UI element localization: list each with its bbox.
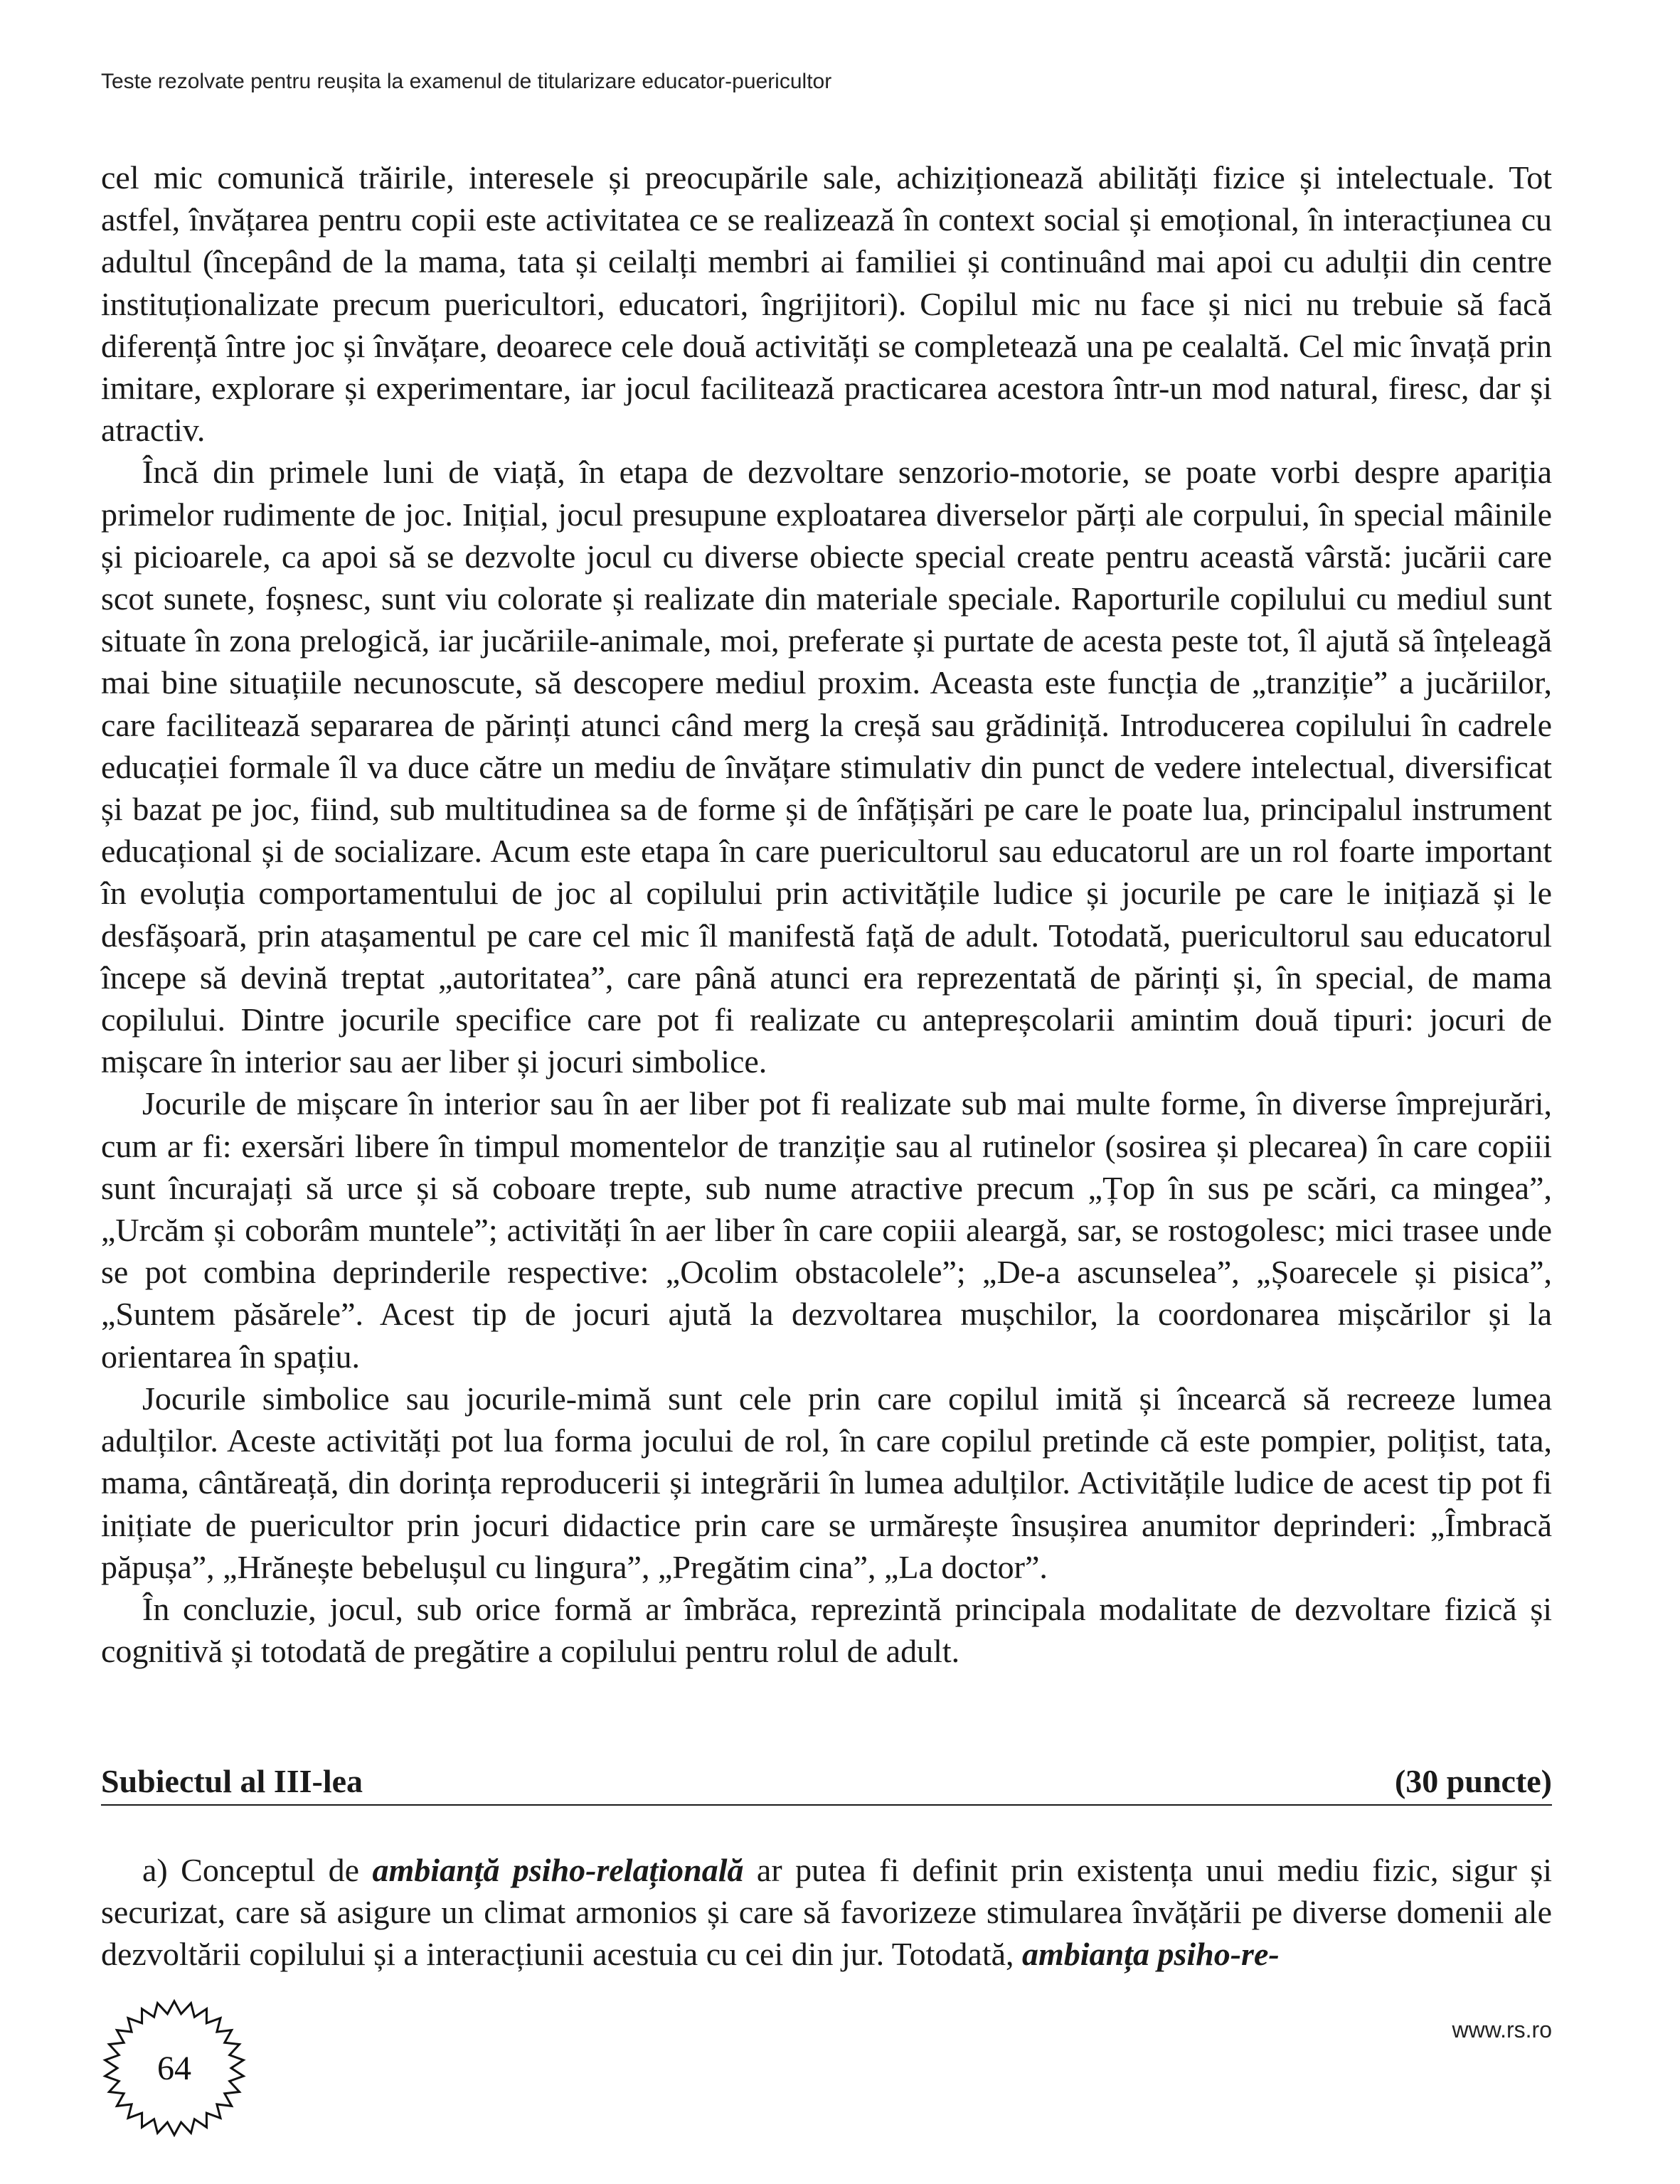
paragraph: În concluzie, jocul, sub orice formă ar îmbrăca, reprezintă principala modalitate de dezvoltare fizică și cognitivă și totodată de pregătire a copilului pentru rolul de adult. [101,1590,1552,1670]
section-heading [101,1762,1552,1806]
section-title: Subiectul al III-lea [101,1763,363,1799]
paragraph: Jocurile de mișcare în interior sau în aer liber pot fi realizate sub mai multe forme, în diverse împrejurări, cum ar fi: exersări libere în timpul momentelor de tranziție sau al rutinelor (sosirea și plecarea) în care copiii sunt încurajați să urce și să coboare trepte, sub nume atractive precum „Țop în sus pe scări, ca mingea”, „Urcăm și coborâm muntele”; activități în aer liber în care copiii aleargă, sar, se rostogolesc; mici trasee unde se pot combina deprinderile respective: „Ocolim obstacolele”; „De-a ascunselea”, „Șoarecele și pisica”, „Suntem păsărele”. Acest tip de jocuri ajută la dezvoltarea mușchilor, la coordonarea mișcărilor și la orientarea în spațiu. [101,1085,1552,1375]
running-header: Teste rezolvate pentru reușita la examenul de titularizare educator-puericultor [101,70,832,93]
emphasized-term: ambianța psiho-re- [1022,1936,1280,1973]
paragraph-lead: a) Conceptul de [142,1852,373,1888]
page-number: 64 [157,2049,191,2087]
footer-url: www.rs.ro [1452,2017,1552,2042]
paragraph [101,1849,1552,1976]
section-points: (30 puncte) [1394,1763,1552,1799]
paragraph: Jocurile simbolice sau jocurile-mimă sunt cele prin care copilul imită și încearcă să recreeze lumea adulților. Aceste activități pot lua forma jocului de rol, în care copilul pretinde că este pompier, polițist, tata, mama, cântăreață, din dorința reproducerii și integrării în lumea adulților. Activitățile ludice de acest tip pot fi inițiate de puericultor prin jocuri didactice prin care se urmărește însușirea anumitor deprinderi: „Îmbracă păpușa”, „Hrănește bebelușul cu lingura”, „Pregătim cina”, „La doctor”. [101,1380,1552,1585]
section-body [101,1849,1552,1976]
emphasized-term: ambianță psiho-relațională [372,1852,744,1888]
body-text [101,156,1552,1672]
paragraph: Încă din primele luni de viață, în etapa de dezvoltare senzorio-motorie, se poate vorbi despre apariția primelor rudimente de joc. Inițial, jocul presupune exploatarea diverselor părți ale corpului, în special mâinile și picioarele, ca apoi să se dezvolte jocul cu diverse obiecte special create pentru această vârstă: jucării care scot sunete, foșnesc, sunt viu colorate și realizate din materiale speciale. Raporturile copilului cu mediul sunt situate în zona prelogică, iar jucăriile-animale, moi, preferate și purtate de acesta peste tot, îl ajută să înțeleagă mai bine situațiile necunoscute, să descopere mediul proxim. Aceasta este funcția de „tranziție” a jucăriilor, care facilitează separarea de părinți atunci când merg la creșă sau grădiniță. Introducerea copilului în cadrele educației formale îl va duce către un mediu de învățare stimulativ din punct de vedere intelectual, diversificat și bazat pe joc, fiind, sub multitudinea sa de forme și de înfățișări pe care le poate lua, principalul instrument educațional și de socializare. Acum este etapa în care puericultorul sau educatorul are un rol foarte important în evoluția comportamentului de joc al copilului prin activitățile ludice și jocurile pe care le inițiază și le desfășoară, prin atașamentul pe care cel mic îl manifestă față de adult. Totodată, puericultorul sau educatorul începe să devină treptat „autoritatea”, care până atunci era reprezentată de părinți și, în special, de mama copilului. Dintre jocurile specifice care pot fi realizate cu antepreșcolarii amintim două tipuri: jocuri de mișcare în interior sau aer liber și jocuri simbolice. [101,454,1552,1080]
paragraph-middle: ar putea fi definit prin existența unui mediu fizic, sigur și securizat, care să asigure un climat armonios și care să favorizeze stimularea învățării pe diverse domenii ale dezvoltării copilului și a interacțiunii acestuia cu cei din jur. Totodată, [101,1852,1553,1973]
paragraph: cel mic comunică trăirile, interesele și preocupările sale, achiziționează abilități fizice și intelectuale. Tot astfel, învățarea pentru copii este activitatea ce se realizează în context social și emoțional, în interacțiunea cu adultul (începând de la mama, tata și ceilalți membri ai familiei și continuând mai apoi cu adulții din centre instituționalizate precum puericultori, educatori, îngrijitori). Copilul mic nu face și nici nu trebuie să facă diferență între joc și învățare, deoarece cele două activități se completează una pe cealaltă. Cel mic învață prin imitare, explorare și experimentare, iar jocul facilitează practicarea acestora într-un mod natural, firesc, dar și atractiv. [101,159,1552,449]
